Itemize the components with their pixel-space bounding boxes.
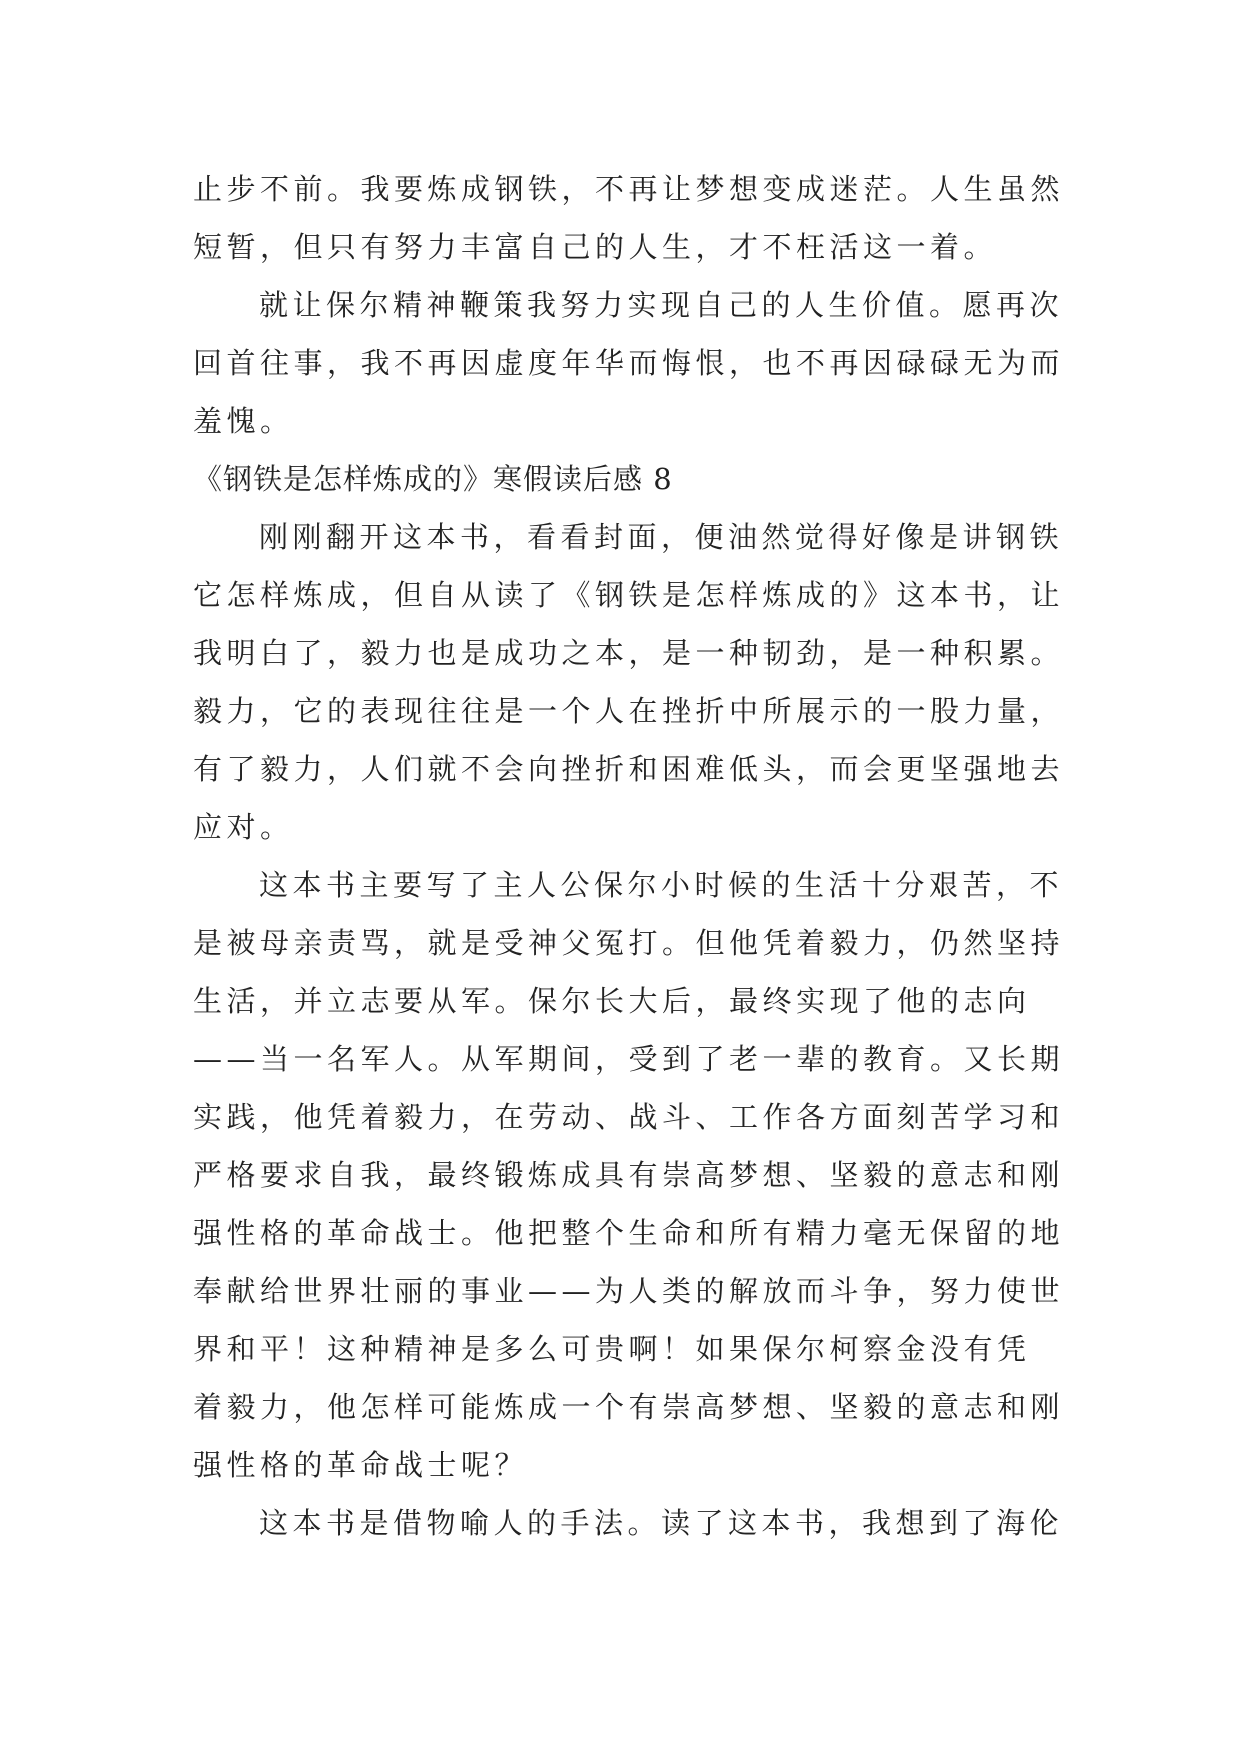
text-line: 我明白了，毅力也是成功之本，是一种韧劲，是一种积累。 xyxy=(193,636,1065,670)
document-body xyxy=(193,160,1083,1552)
text-line: 这本书主要写了主人公保尔小时候的生活十分艰苦，不 xyxy=(259,868,1064,902)
text-line: 短暂，但只有努力丰富自己的人生，才不枉活这一着。 xyxy=(193,230,998,264)
text-line: 刚刚翻开这本书，看看封面，便油然觉得好像是讲钢铁 xyxy=(259,520,1064,554)
text-line: 实践，他凭着毅力，在劳动、战斗、工作各方面刻苦学习和 xyxy=(193,1100,1065,1134)
text-line: 界和平！这种精神是多么可贵啊！如果保尔柯察金没有凭 xyxy=(193,1332,1031,1366)
section-heading: 《钢铁是怎样炼成的》寒假读后感 8 xyxy=(193,462,673,496)
text-line: 强性格的革命战士。他把整个生命和所有精力毫无保留的地 xyxy=(193,1216,1065,1250)
text-line: 羞愧。 xyxy=(193,404,294,438)
text-line: 止步不前。我要炼成钢铁，不再让梦想变成迷茫。人生虽然 xyxy=(193,172,1065,206)
text-line: 严格要求自我，最终锻炼成具有崇高梦想、坚毅的意志和刚 xyxy=(193,1158,1065,1192)
text-line: 着毅力，他怎样可能炼成一个有崇高梦想、坚毅的意志和刚 xyxy=(193,1390,1065,1424)
text-line: 奉献给世界壮丽的事业——为人类的解放而斗争，努力使世 xyxy=(193,1274,1065,1308)
text-line: 就让保尔精神鞭策我努力实现自己的人生价值。愿再次 xyxy=(259,288,1064,322)
text-line: 回首往事，我不再因虚度年华而悔恨，也不再因碌碌无为而 xyxy=(193,346,1065,380)
text-line: 强性格的革命战士呢？ xyxy=(193,1448,529,1482)
text-line: 应对。 xyxy=(193,810,294,844)
text-line: 毅力，它的表现往往是一个人在挫折中所展示的一股力量， xyxy=(193,694,1065,728)
text-line: 这本书是借物喻人的手法。读了这本书，我想到了海伦 xyxy=(259,1506,1064,1540)
text-line: ——当一名军人。从军期间，受到了老一辈的教育。又长期 xyxy=(193,1042,1065,1076)
text-line: 是被母亲责骂，就是受神父冤打。但他凭着毅力，仍然坚持 xyxy=(193,926,1065,960)
text-line: 生活，并立志要从军。保尔长大后，最终实现了他的志向 xyxy=(193,984,1031,1018)
text-line: 有了毅力，人们就不会向挫折和困难低头，而会更坚强地去 xyxy=(193,752,1065,786)
text-line: 它怎样炼成，但自从读了《钢铁是怎样炼成的》这本书，让 xyxy=(193,578,1065,612)
